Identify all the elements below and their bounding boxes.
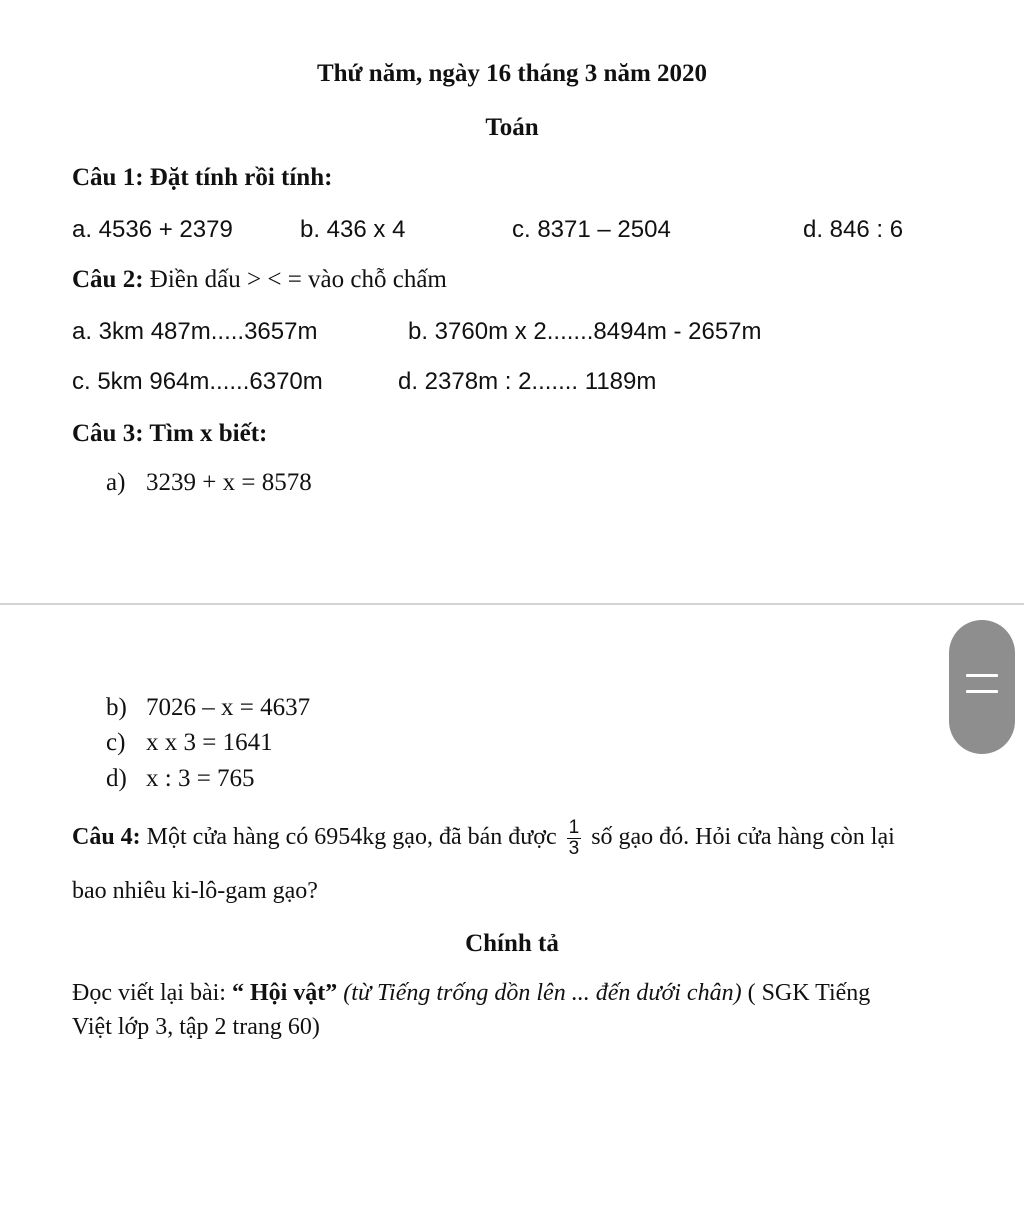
question-2-item-d: d. 2378m : 2....... 1189m [398, 368, 657, 395]
question-4-line-1 [72, 818, 895, 859]
question-1-item-a: a. 4536 + 2379 [72, 216, 233, 243]
question-2-item-a: a. 3km 487m.....3657m [72, 318, 318, 345]
question-4-line-2: bao nhiêu ki-lô-gam gạo? [72, 878, 318, 904]
question-4-text-after: số gạo đó. Hỏi cửa hàng còn lại [585, 824, 895, 851]
drag-handle-icon[interactable] [949, 620, 1015, 754]
question-4-text-before: Một cửa hàng có 6954kg gạo, đã bán được [140, 824, 563, 851]
dictation-heading: Chính tả [465, 930, 559, 957]
question-1-item-c: c. 8371 – 2504 [512, 216, 671, 243]
question-2-label: Câu 2: [72, 266, 144, 293]
handle-line-icon [966, 690, 998, 693]
question-3-item-a-expr: 3239 + x = 8578 [146, 469, 312, 496]
question-3-item-d-label: d) [106, 765, 127, 792]
question-1-item-b: b. 436 x 4 [300, 216, 406, 243]
question-2-instruction: Điền dấu > < = vào chỗ chấm [143, 266, 447, 293]
question-2-item-b: b. 3760m x 2.......8494m - 2657m [408, 318, 762, 345]
dictation-reference: ( SGK Tiếng [741, 980, 871, 1006]
question-2-title [72, 266, 447, 294]
question-1-item-d: d. 846 : 6 [803, 216, 904, 243]
question-4-label: Câu 4: [72, 824, 141, 851]
date-heading: Thứ năm, ngày 16 tháng 3 năm 2020 [316, 60, 708, 87]
question-1-title: Câu 1: Đặt tính rồi tính: [72, 164, 333, 191]
dictation-line-1 [72, 980, 870, 1007]
dictation-line-2: Việt lớp 3, tập 2 trang 60) [72, 1014, 320, 1040]
fraction [567, 818, 582, 859]
dictation-range: (từ Tiếng trống dồn lên ... đến dưới chân) [337, 980, 742, 1006]
fraction-denominator: 3 [568, 838, 580, 859]
question-3-item-a-label: a) [106, 469, 126, 496]
dictation-prefix: Đọc viết lại bài: [72, 980, 232, 1006]
dictation-title: “ Hội vật” [231, 980, 338, 1006]
question-2-item-c: c. 5km 964m......6370m [72, 368, 323, 395]
question-3-item-d-expr: x : 3 = 765 [146, 765, 255, 792]
handle-line-icon [966, 674, 998, 677]
page-divider [0, 603, 1024, 605]
question-3-item-c-expr: x x 3 = 1641 [146, 729, 273, 756]
question-3-item-c-label: c) [106, 729, 126, 756]
question-3-item-b-label: b) [106, 694, 127, 721]
question-3-item-b-expr: 7026 – x = 4637 [146, 694, 311, 721]
question-3-title: Câu 3: Tìm x biết: [72, 420, 268, 447]
fraction-numerator: 1 [568, 817, 580, 838]
subject-heading: Toán [485, 114, 539, 141]
